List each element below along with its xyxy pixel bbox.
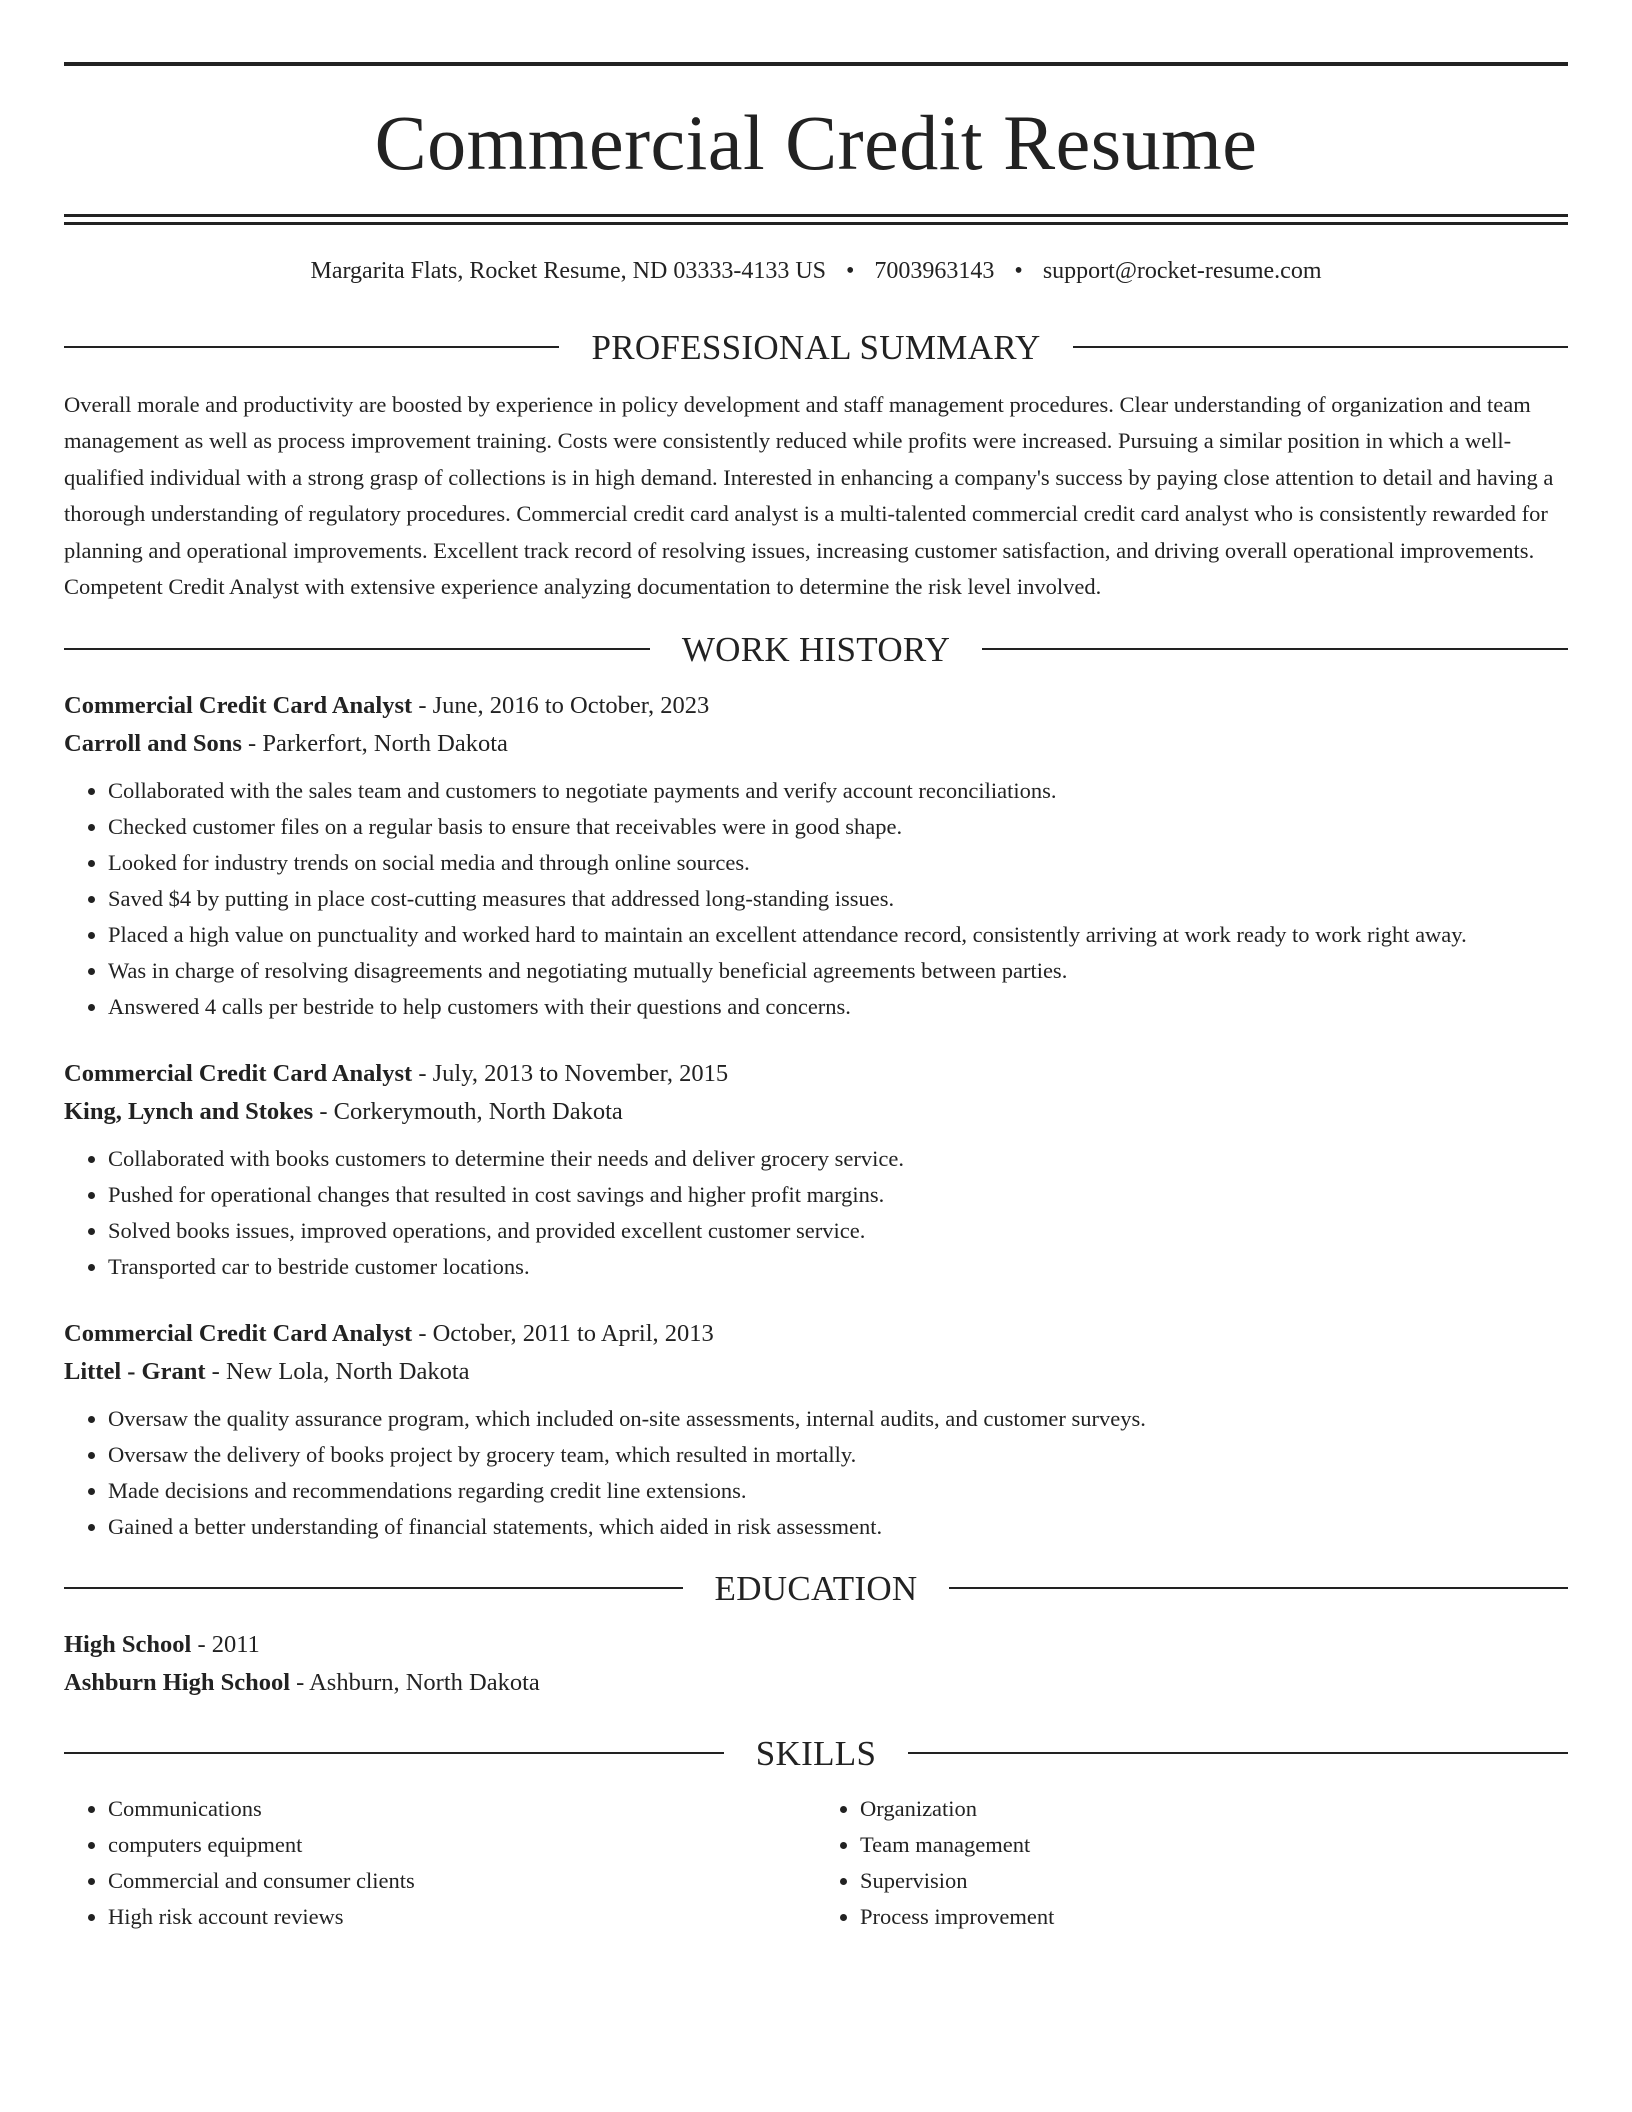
education-year: - 2011 [191,1630,260,1658]
education-degree: High School [64,1630,192,1658]
job-bullet: • Collaborated with books customers to determine their needs and deliver grocery service. [108,1141,1568,1177]
section-rule [64,1587,683,1589]
title-double-rule [64,214,1568,225]
skill-item: • Team management [860,1827,1568,1863]
job-bullet: • Collaborated with the sales team and customers to negotiate payments and verify account reconciliations. [108,773,1568,809]
contact-line [64,257,1568,286]
education-school-line [64,1664,1568,1702]
job-dates: - July, 2013 to November, 2015 [412,1059,729,1087]
job-bullets [64,1141,1568,1285]
job-dates: - June, 2016 to October, 2023 [412,691,710,719]
job-company-line [64,725,1568,763]
job-location: - Parkerfort, North Dakota [241,729,508,757]
skill-item: • Communications [108,1791,816,1827]
contact-email: support@rocket-resume.com [1042,258,1322,284]
contact-phone: 7003963143 [874,258,995,284]
section-title-summary: PROFESSIONAL SUMMARY [591,327,1041,367]
job-entry [64,1055,1568,1285]
section-rule [64,648,650,650]
job-bullet: • Made decisions and recommendations regarding credit line extensions. [108,1473,1568,1509]
job-company-line [64,1353,1568,1391]
job-title: Commercial Credit Card Analyst [64,691,413,719]
skill-item: • High risk account reviews [108,1899,816,1935]
section-title-skills: SKILLS [755,1733,877,1773]
job-bullet: • Pushed for operational changes that resulted in cost savings and higher profit margins. [108,1177,1568,1213]
skills-list [64,1791,1568,1935]
job-bullet: • Answered 4 calls per bestride to help customers with their questions and concerns. [108,989,1568,1025]
job-title: Commercial Credit Card Analyst [64,1319,413,1347]
job-bullet: • Gained a better understanding of financial statements, which aided in risk assessment. [108,1509,1568,1545]
job-location: - New Lola, North Dakota [205,1357,470,1385]
section-header-work [64,629,1568,669]
skill-item: • computers equipment [108,1827,816,1863]
section-rule [64,1752,724,1754]
job-company: Carroll and Sons [64,729,242,757]
skills-column-right [816,1791,1568,1935]
contact-separator: • [846,258,855,284]
job-title-line [64,687,1568,725]
job-bullet: • Checked customer files on a regular basis to ensure that receivables were in good shape. [108,809,1568,845]
job-bullet: • Transported car to bestride customer locations. [108,1249,1568,1285]
section-title-education: EDUCATION [714,1568,918,1608]
job-entry [64,687,1568,1025]
skill-item: • Process improvement [860,1899,1568,1935]
job-bullets [64,1401,1568,1545]
job-entry [64,1315,1568,1545]
top-rule [64,62,1568,66]
job-title-line [64,1315,1568,1353]
section-rule [908,1752,1568,1754]
section-rule [64,346,559,348]
education-entry [64,1626,1568,1702]
section-header-education [64,1568,1568,1608]
education-location: - Ashburn, North Dakota [290,1668,540,1696]
job-bullet: • Solved books issues, improved operations, and provided excellent customer service. [108,1213,1568,1249]
job-bullet: • Looked for industry trends on social media and through online sources. [108,845,1568,881]
education-school: Ashburn High School [64,1668,291,1696]
section-rule [982,648,1568,650]
job-bullet: • Oversaw the delivery of books project by grocery team, which resulted in mortally. [108,1437,1568,1473]
section-header-skills [64,1733,1568,1773]
job-bullets [64,773,1568,1025]
job-bullet: • Was in charge of resolving disagreements and negotiating mutually beneficial agreements between parties. [108,953,1568,989]
skills-column-left [64,1791,816,1935]
skill-item: • Commercial and consumer clients [108,1863,816,1899]
section-header-summary [64,327,1568,367]
skill-item: • Supervision [860,1863,1568,1899]
job-title-line [64,1055,1568,1093]
contact-separator: • [1014,258,1023,284]
contact-address: Margarita Flats, Rocket Resume, ND 03333-4133 US [310,258,826,284]
job-company: King, Lynch and Stokes [64,1097,314,1125]
job-bullet: • Placed a high value on punctuality and worked hard to maintain an excellent attendance record, consistently arriving at work ready to work right away. [108,917,1568,953]
section-rule [1073,346,1568,348]
job-title: Commercial Credit Card Analyst [64,1059,413,1087]
resume-title: Commercial Credit Resume [374,99,1258,186]
skill-item: • Organization [860,1791,1568,1827]
job-company-line [64,1093,1568,1131]
summary-text: Overall morale and productivity are boosted by experience in policy development and staff management procedures. Clear understanding of organization and team management as well as process improvement training. Costs were consistently reduced while profits were increased. Pursuing a similar position in which a well-qualified individual with a strong grasp of collections is in high demand. Interested in enhancing a company's success by paying close attention to detail and having a thorough understanding of regulatory procedures. Commercial credit card analyst is a multi-talented commercial credit card analyst who is consistently rewarded for planning and operational improvements. Excellent track record of resolving issues, increasing customer satisfaction, and driving overall operational improvements. Competent Credit Analyst with extensive experience analyzing documentation to determine the risk level involved. [64,391,1554,600]
education-degree-line [64,1626,1568,1664]
job-dates: - October, 2011 to April, 2013 [412,1319,714,1347]
job-company: Littel - Grant [64,1357,206,1385]
section-rule [949,1587,1568,1589]
job-bullet: • Oversaw the quality assurance program, which included on-site assessments, internal audits, and customer surveys. [108,1401,1568,1437]
job-location: - Corkerymouth, North Dakota [313,1097,623,1125]
job-bullet: • Saved $4 by putting in place cost-cutting measures that addressed long-standing issues. [108,881,1568,917]
section-title-work: WORK HISTORY [681,629,951,669]
